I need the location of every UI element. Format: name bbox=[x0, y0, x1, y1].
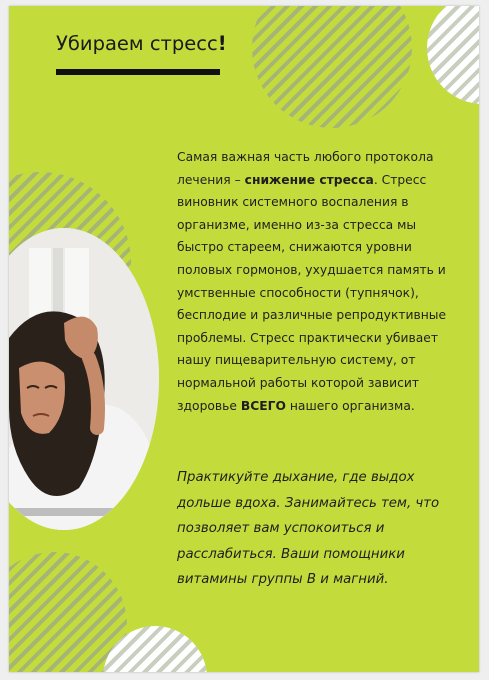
stressed-woman-illustration bbox=[9, 228, 159, 530]
page-title bbox=[56, 32, 227, 55]
paragraph-part-1: Самая важная часть любого протокола лечения – bbox=[177, 150, 434, 187]
main-paragraph bbox=[177, 146, 462, 417]
paragraph-bold-all: ВСЕГО bbox=[240, 398, 286, 413]
paragraph-part-3: нашего организма. bbox=[285, 398, 415, 413]
striped-circle-top-right-overlay bbox=[427, 6, 479, 104]
striped-circle-top-right bbox=[252, 6, 412, 128]
advice-paragraph: Практикуйте дыхание, где выдох дольше вдоха. Занимайтесь тем, что позволяет вам успокоиться и расслабиться. Ваши помощники витамины группы В и магний. bbox=[177, 470, 440, 587]
page-title-text: Убираем стресс bbox=[56, 32, 218, 55]
stressed-woman-photo bbox=[9, 228, 159, 530]
page-title-exclamation: ! bbox=[217, 32, 227, 55]
title-underline-bar bbox=[56, 69, 220, 75]
document-page bbox=[9, 6, 479, 672]
paragraph-bold-stress: снижение стресса bbox=[244, 172, 374, 187]
paragraph-part-2: . Стресс виновник системного воспаления в организме, именно из-за стресса мы быстро стареем, снижаются уровни половых гормонов, ухудшается память и умственные способности (тупнячок), бесплодие и различные репродуктивные проблемы. Стресс практически убивает нашу пищеварительную систему, от нормальной работы которой зависит здоровье bbox=[177, 172, 447, 413]
